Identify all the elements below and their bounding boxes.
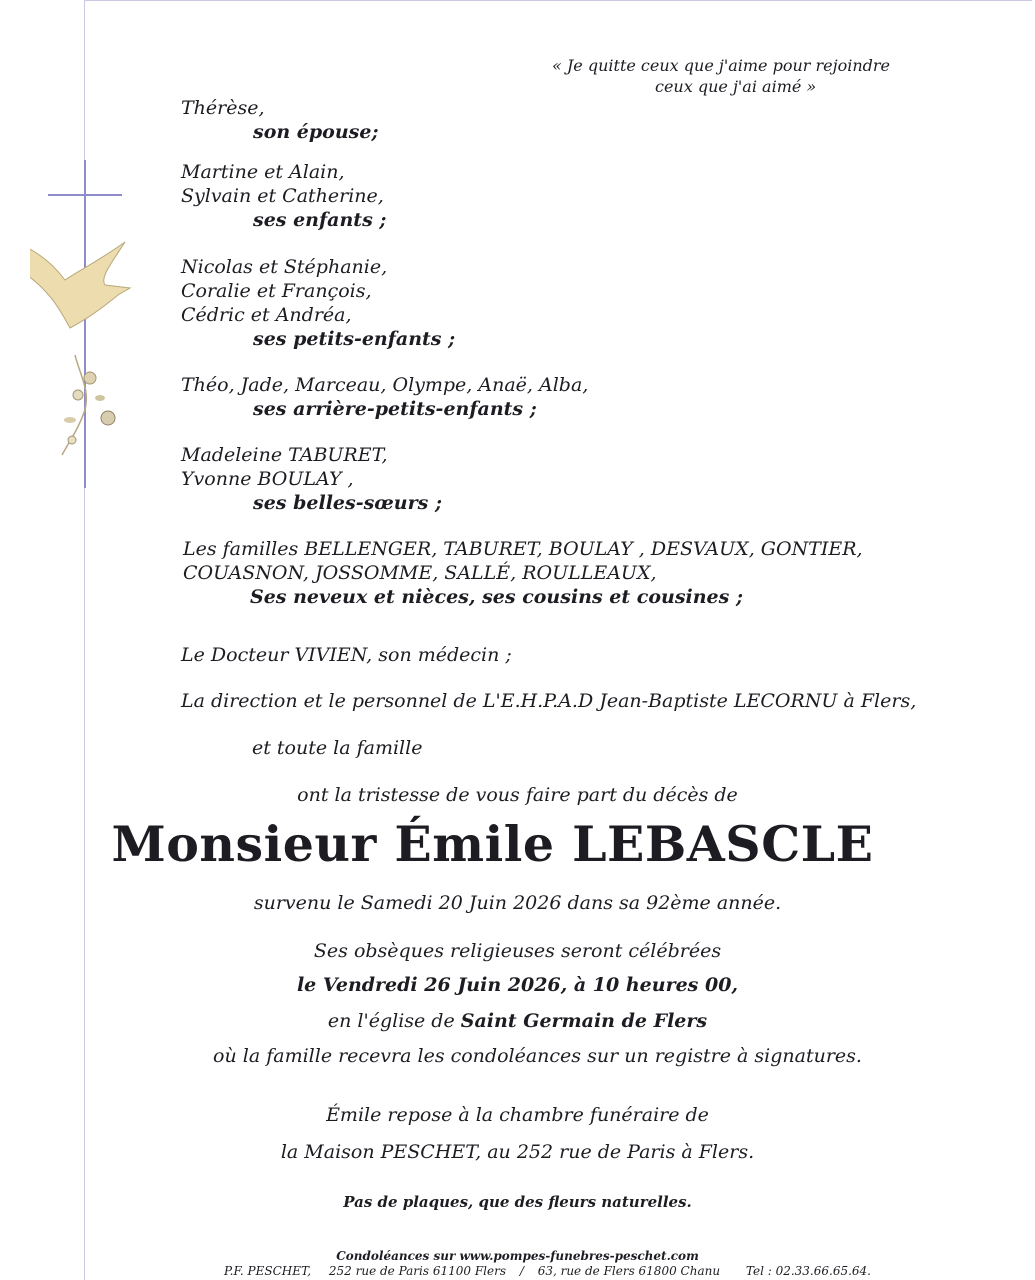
family-group-spouse (181, 96, 378, 144)
quote-line-1: « Je quitte ceux que j'aime pour rejoindre (552, 56, 891, 75)
footer-condolences: Condoléances sur www.pompes-funebres-peschet.com (336, 1249, 699, 1263)
family-name: Nicolas et Stéphanie, (181, 256, 388, 278)
family-name: Coralie et François, (181, 280, 372, 302)
footer-separator: / (519, 1264, 524, 1278)
announcement-line: ont la tristesse de vous faire part du décès de (297, 784, 738, 806)
ehpad-line: La direction et le personnel de L'E.H.P.A.D Jean-Baptiste LECORNU à Flers, (181, 690, 917, 712)
family-group-extended (183, 537, 863, 609)
family-name: Madeleine TABURET, (181, 444, 388, 466)
family-name: Martine et Alain, (181, 161, 345, 183)
family-relation: ses enfants ; (253, 209, 387, 231)
death-date-line: survenu le Samedi 20 Juin 2026 dans sa 92ème année. (253, 892, 782, 914)
family-group-grandchildren (181, 255, 455, 351)
family-name: Les familles BELLENGER, TABURET, BOULAY , DESVAUX, GONTIER, (183, 538, 863, 560)
deceased-name: Monsieur Émile LEBASCLE (111, 815, 874, 873)
family-relation: ses belles-sœurs ; (253, 492, 442, 514)
family-relation: Ses neveux et nièces, ses cousins et cousines ; (250, 586, 743, 608)
funeral-line-2: le Vendredi 26 Juin 2026, à 10 heures 00, (296, 974, 739, 996)
flowers-note: Pas de plaques, que des fleurs naturelles. (343, 1193, 692, 1211)
rest-line-1: Émile repose à la chambre funéraire de (326, 1104, 709, 1126)
family-name: Cédric et Andréa, (181, 304, 352, 326)
funeral-line-4: où la famille recevra les condoléances sur un registre à signatures. (213, 1045, 862, 1067)
funeral-line-1: Ses obsèques religieuses seront célébrées (313, 940, 722, 962)
quote-line-2: ceux que j'ai aimé » (655, 77, 817, 96)
all-family-line: et toute la famille (252, 737, 423, 759)
rest-line-2: la Maison PESCHET, au 252 rue de Paris à Flers. (280, 1141, 755, 1163)
family-name: Yvonne BOULAY , (181, 468, 354, 490)
footer-address-2: 63, rue de Flers 61800 Chanu (537, 1264, 721, 1278)
family-group-sisters-in-law (181, 443, 442, 515)
footer-details (224, 1264, 871, 1278)
family-name: Thérèse, (181, 97, 265, 119)
family-group-children (181, 160, 386, 232)
footer-address-1: 252 rue de Paris 61100 Flers (328, 1264, 506, 1278)
cross-dove-icon (30, 150, 140, 490)
family-relation: ses arrière-petits-enfants ; (253, 398, 537, 420)
family-group-great-grandchildren (181, 373, 588, 421)
family-relation: son épouse; (253, 121, 379, 143)
footer-phone: Tel : 02.33.66.65.64. (745, 1264, 871, 1278)
family-name: Sylvain et Catherine, (181, 185, 384, 207)
epigraph-quote (552, 55, 890, 97)
family-relation: ses petits-enfants ; (253, 328, 456, 350)
church-name: Saint Germain de Flers (460, 1010, 708, 1032)
doctor-line: Le Docteur VIVIEN, son médecin ; (181, 644, 512, 666)
family-name: Théo, Jade, Marceau, Olympe, Anaë, Alba, (181, 374, 589, 396)
family-name: COUASNON, JOSSOMME, SALLÉ, ROULLEAUX, (183, 562, 657, 584)
church-prefix: en l'église de (327, 1010, 455, 1032)
funeral-line-3 (0, 1009, 1035, 1033)
footer-company: P.F. PESCHET, (224, 1264, 312, 1278)
